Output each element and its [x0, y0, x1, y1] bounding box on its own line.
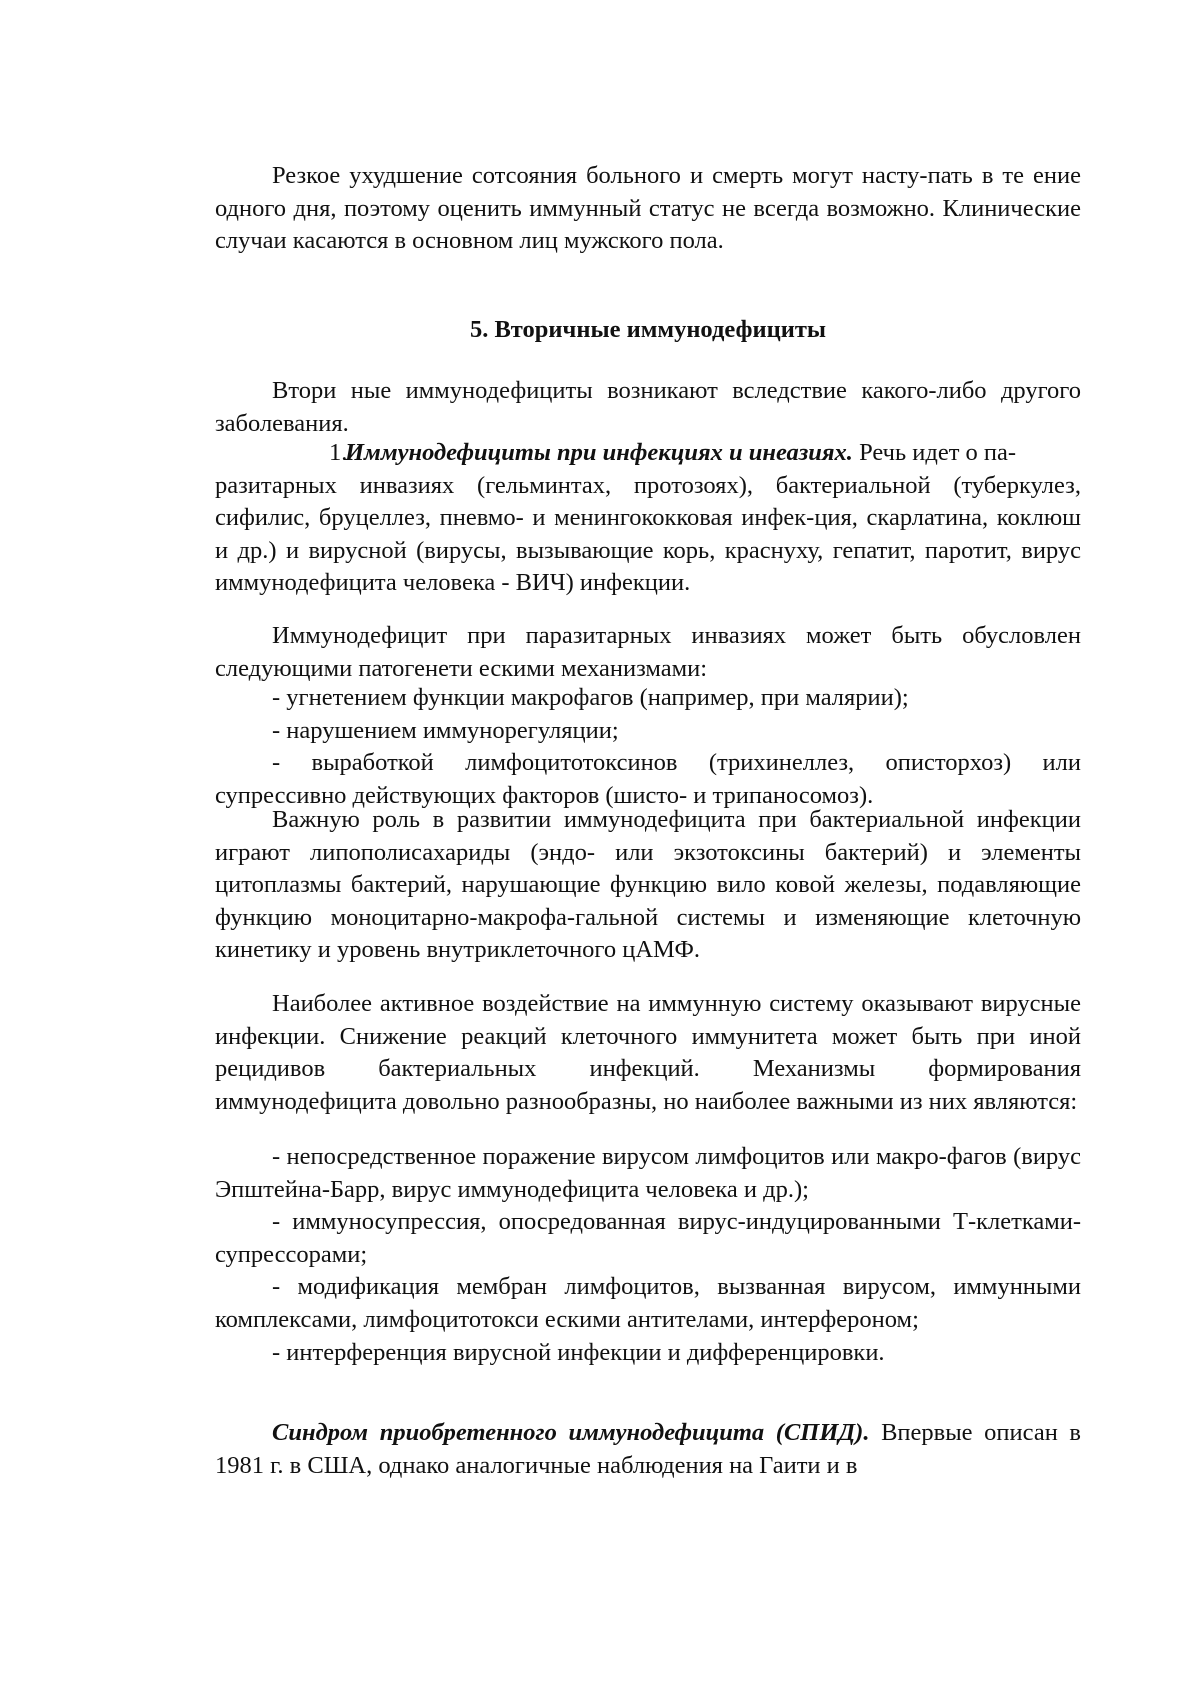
aids-title: Синдром приобретенного иммунодефицита (СПИД).	[272, 1419, 870, 1446]
item-1-first-line	[215, 437, 1136, 470]
list-item: - выработкой лимфоцитотоксинов (трихинеллез, описторхоз) или супрессивно действующих факторов (шисто- и трипаносомоз).	[215, 749, 1081, 809]
list-item: - модификация мембран лимфоцитов, вызванная вирусом, иммунными комплексами, лимфоцитотокси ескими антителами, интерфероном;	[215, 1273, 1081, 1333]
item-1-lead: Речь идет о па-	[852, 439, 1017, 466]
viral-list	[215, 1141, 1081, 1369]
item-1-text: разитарных инвазиях (гельминтах, протозоях), бактериальной (туберкулез, сифилис, бруцеллез, пневмо- и менингококковая инфек-ция, скарлатина, коклюш и др.) и вирусной (вирусы, вызывающие корь, краснуху, гепатит, паротит, вирус иммунодефицита человека - ВИЧ) инфекции.	[215, 471, 1081, 597]
top-paragraph: Резкое ухудшение сотсояния больного и смерть могут насту-пать в те ение одного дня, поэтому оценить иммунный статус не всегда возможно. Клинические случаи касаются в основном лиц мужского пола.	[215, 162, 1081, 255]
parasitic-paragraph: Иммунодефицит при паразитарных инвазиях может быть обусловлен следующими патогенети ескими механизмами:	[215, 622, 1081, 682]
section-title: 5. Вторичные иммунодефициты	[469, 316, 827, 343]
list-item: - непосредственное поражение вирусом лимфоцитов или макро-фагов (вирус Эпштейна-Барр, вирус иммунодефицита человека и др.);	[215, 1143, 1081, 1203]
item-1-title: Иммунодефициты при инфекциях и инеазиях.	[345, 439, 853, 466]
bacterial-paragraph: Важную роль в развитии иммунодефицита при бактериальной инфекции играют липополисахариды (эндо- или экзотоксины бактерий) и элементы цитоплазмы бактерий, нарушающие функцию вило ковой железы, подавляющие функцию моноцитарно-макрофа-гальной системы и изменяющие клеточную кинетику и уровень внутриклеточного цАМФ.	[215, 806, 1081, 964]
list-item: - интерференция вирусной инфекции и дифференцировки.	[272, 1338, 885, 1366]
item-1-number: 1.	[329, 439, 348, 466]
list-item: - иммуносупрессия, опосредованная вирус-индуцированными Т-клетками-супрессорами;	[215, 1208, 1081, 1268]
list-item: - угнетением функции макрофагов (например, при малярии);	[272, 684, 909, 711]
parasitic-list	[215, 682, 1081, 812]
aids-text: Впервые описан в 1981 г. в США, однако аналогичные наблюдения на Гаити и в	[215, 1419, 1081, 1479]
aids-paragraph	[215, 1417, 1081, 1482]
viral-paragraph: Наиболее активное воздействие на иммунную систему оказывают вирусные инфекции. Снижение реакций клеточного иммунитета может быть при иной рецидивов бактериальных инфекций. Механизмы формирования иммунодефицита довольно разнообразны, но наиболее важными из них являются:	[215, 990, 1081, 1115]
intro-paragraph: Втори ные иммунодефициты возникают вследствие какого-либо другого заболевания.	[215, 377, 1081, 437]
item-1	[215, 437, 1081, 600]
list-item: - нарушением иммунорегуляции;	[272, 716, 619, 744]
